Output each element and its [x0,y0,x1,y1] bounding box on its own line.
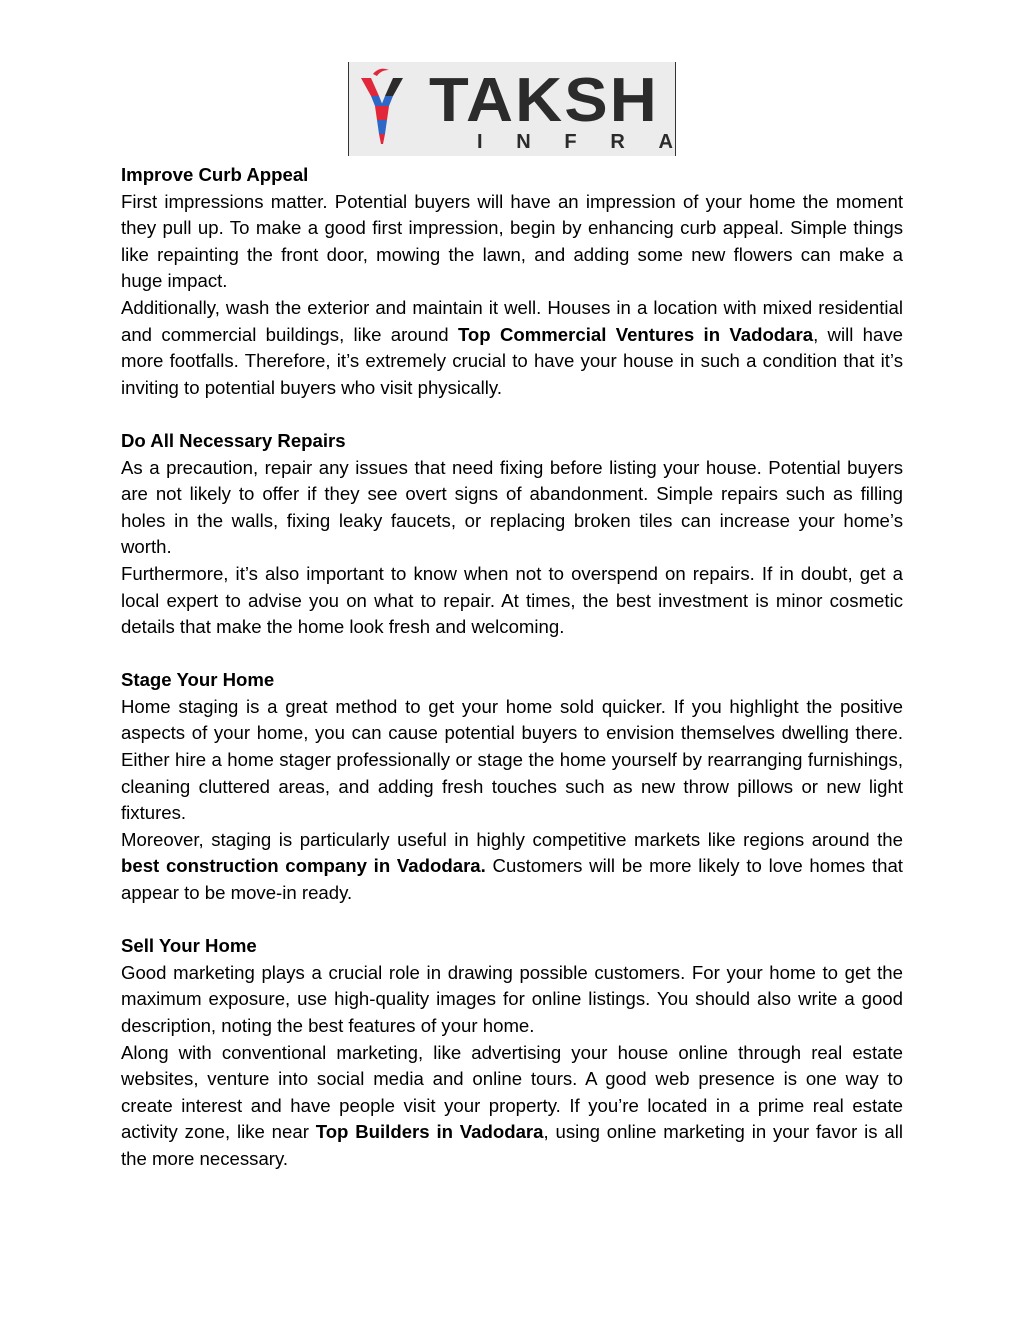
section-heading: Stage Your Home [121,669,275,691]
section-heading: Do All Necessary Repairs [121,429,346,451]
logo-subtitle: I N F R A [477,131,673,153]
section-repairs [121,428,903,641]
logo-wordmark: TAKSH [429,66,659,135]
paragraph: Furthermore, it’s also important to know when not to overspend on repairs. If in doubt, get a local expert to advise you on what to repair. At times, the best investment is minor cosmetic details that make the home look fresh and welcoming. [121,562,903,638]
paragraph: As a precaution, repair any issues that need fixing before listing your house. Potential buyers are not likely to offer if they see overt signs of abandonment. Simple repairs such as filling holes in the walls, fixing leaky faucets, or replacing broken tiles can increase your home’s worth. [121,456,903,558]
section-sell-home [121,933,903,1172]
bold-keyword: best construction company in Vadodara. [121,855,486,877]
paragraph: Good marketing plays a crucial role in drawing possible customers. For your home to get the maximum exposure, use high-quality images for online listings. You should also write a good description, noting the best features of your home. [121,961,903,1036]
paragraph: First impressions matter. Potential buyers will have an impression of your home the moment they pull up. To make a good first impression, begin by enhancing curb appeal. Simple things like repainting the front door, mowing the lawn, and adding some new flowers can make a huge impact. [121,190,903,292]
paragraph: Home staging is a great method to get your home sold quicker. If you highlight the positive aspects of your home, you can cause potential buyers to envision themselves dwelling there. Either hire a home stager professionally or stage the home yourself by rearranging furnishings, cleaning cluttered areas, and adding fresh touches such as new throw pillows or new light fixtures. [121,695,903,824]
bold-keyword: Top Commercial Ventures in Vadodara [457,323,814,345]
taksh-y-logo-icon [349,62,429,156]
section-curb-appeal [121,162,903,401]
section-heading: Sell Your Home [121,935,257,957]
company-logo [348,62,676,156]
paragraph: Additionally, wash the exterior and maintain it well. Houses in a location with mixed residential and commercial buildings, like around Top Commercial Ventures in Vadodara, will have more footfalls. Therefore, it’s extremely crucial to have your house in such a condition that it’s inviting to potential buyers who visit physically. [121,296,903,398]
bold-keyword: Top Builders in Vadodara [315,1121,544,1143]
section-heading: Improve Curb Appeal [121,164,309,185]
paragraph: Moreover, staging is particularly useful in highly competitive markets like regions around the best construction company in Vadodara. Customers will be more likely to love homes that appear to be move-in ready. [121,828,903,904]
article-body [121,162,903,1173]
section-stage-home [121,667,903,906]
paragraph: Along with conventional marketing, like advertising your house online through real estate websites, venture into social media and online tours. A good web presence is one way to create interest and have people visit your property. If you’re located in a prime real estate activity zone, like near Top Builders in Vadodara, using online marketing in your favor is all the more necessary. [121,1041,903,1169]
